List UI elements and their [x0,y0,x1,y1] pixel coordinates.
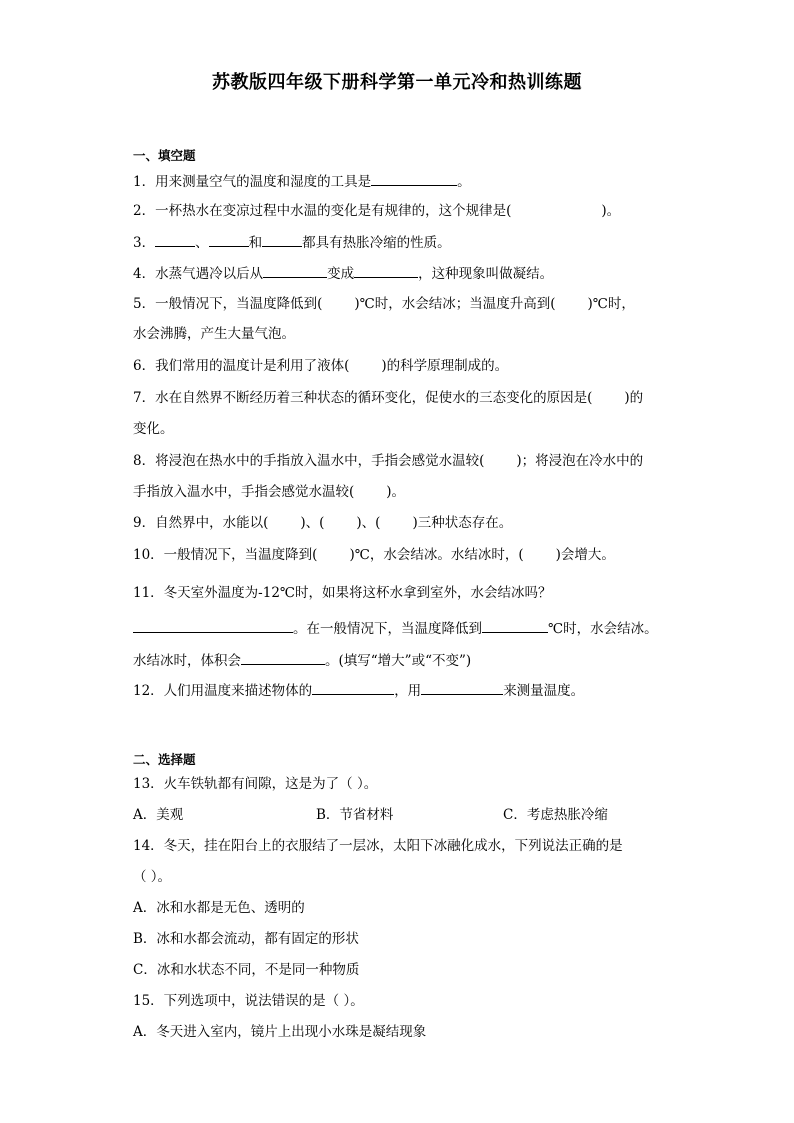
question-text: )的 [624,390,644,406]
question-12 [133,680,584,701]
answer-blank[interactable] [312,680,394,695]
question-text: )℃，水会结冰。水结冰时，( [349,547,524,563]
question-text: 5．一般情况下，当温度降低到( [133,296,323,312]
question-11-line-2 [133,618,658,639]
page-title: 苏教版四年级下册科学第一单元冷和热训练题 [212,72,582,93]
question-8-line-1 [133,451,643,471]
question-7-line-1 [133,388,643,408]
question-text: 2．一杯热水在变凉过程中水温的变化是有规律的，这个规律是( [133,203,512,219]
option-a[interactable]: A．美观 [133,807,184,823]
question-11-line-1: 11．冬天室外温度为-12℃时，如果将这杯水拿到室外，水会结冰吗？ [133,585,552,601]
question-text: )的科学原理制成的。 [381,358,509,374]
question-text: 、 [195,235,209,251]
question-text: 6．我们常用的温度计是利用了液体( [133,358,350,374]
question-text: 1．用来测量空气的温度和湿度的工具是 [133,174,372,190]
question-3 [133,232,451,253]
question-11-line-3 [133,650,471,671]
question-text: )、( [356,515,381,531]
section-heading-multiple-choice: 二、选择题 [133,752,196,767]
answer-blank[interactable] [263,263,327,278]
question-text: )。 [386,484,406,500]
answer-blank[interactable] [155,232,195,247]
question-2 [133,201,620,221]
question-1 [133,171,471,192]
question-9 [133,513,512,533]
answer-blank[interactable] [371,171,457,186]
question-text: )℃时，水会结冰；当温度升高到( [354,296,556,312]
option-a[interactable]: A．冰和水都是无色、透明的 [133,900,305,916]
question-text: ，这种现象叫做凝结。 [418,266,554,282]
question-6 [133,356,508,376]
answer-blank[interactable] [241,650,325,665]
answer-blank[interactable] [482,618,548,633]
question-7-line-2: 变化。 [133,421,174,437]
question-text: 变成 [327,266,355,282]
question-text: )、( [300,515,325,531]
answer-blank[interactable] [133,618,293,633]
question-text: )℃时， [587,296,635,312]
option-b[interactable]: B．节省材料 [316,807,394,823]
section-heading-fill-in: 一、填空题 [133,148,196,163]
question-text: )会增大。 [555,547,615,563]
question-15: 15．下列选项中，说法错误的是（ ）。 [133,993,364,1009]
question-text: ，用 [394,683,422,699]
question-text: )；将浸泡在冷水中的 [516,453,644,469]
question-5-line-2: 水会沸腾，产生大量气泡。 [133,326,295,342]
question-text: 9．自然界中，水能以( [133,515,269,531]
question-10 [133,545,615,565]
answer-blank[interactable] [354,263,418,278]
question-text: 水结冰时，体积会 [133,653,241,669]
answer-blank[interactable] [209,232,249,247]
option-b[interactable]: B．冰和水都会流动，都有固定的形状 [133,931,359,947]
question-text: 手指放入温水中，手指会感觉水温较( [133,484,355,500]
question-text: 8．将浸泡在热水中的手指放入温水中，手指会感觉水温较( [133,453,485,469]
answer-blank[interactable] [262,232,302,247]
answer-blank[interactable] [421,680,503,695]
question-4 [133,263,553,284]
option-c[interactable]: C．考虑热胀冷缩 [503,807,608,823]
question-text: 和 [248,235,263,251]
question-text: 。(填写“增大”或“不变”) [325,653,472,669]
question-text: 。在一般情况下，当温度降低到 [293,621,482,637]
option-c[interactable]: C．冰和水状态不同，不是同一种物质 [133,962,360,978]
question-text: 。 [457,174,471,190]
question-text: 4．水蒸气遇冷以后从 [133,266,264,282]
question-text: 10．一般情况下，当温度降到( [133,547,318,563]
question-text: 来测量温度。 [503,683,585,699]
question-5-line-1 [133,294,635,314]
question-text: 12．人们用温度来描述物体的 [133,683,313,699]
question-text: )三种状态存在。 [412,515,513,531]
question-text: 7．水在自然界不断经历着三种状态的循环变化，促使水的三态变化的原因是( [133,390,593,406]
question-text: ℃时，水会结冰。 [548,621,658,637]
question-text: 3． [133,235,156,251]
question-14-line-2: （ ）。 [133,869,172,885]
question-8-line-2 [133,482,405,502]
question-13: 13．火车铁轨都有间隙，这是为了（ ）。 [133,776,378,792]
option-a[interactable]: A．冬天进入室内，镜片上出现小水珠是凝结现象 [133,1024,427,1040]
question-text: 都具有热胀冷缩的性质。 [302,235,451,251]
question-text: )。 [601,203,621,219]
question-14-line-1: 14．冬天，挂在阳台上的衣服结了一层冰，太阳下冰融化成水，下列说法正确的是 [133,838,623,854]
